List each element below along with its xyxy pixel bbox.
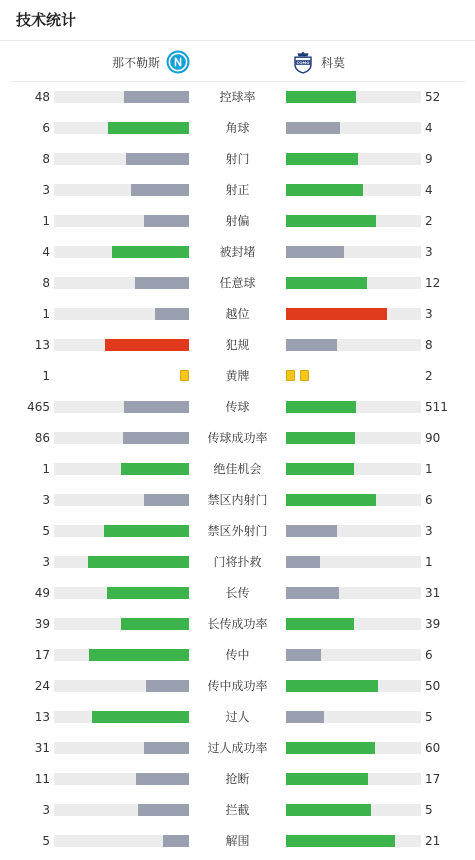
napoli-logo-icon xyxy=(166,50,190,74)
stat-row xyxy=(0,736,475,767)
away-bar-track xyxy=(286,153,421,165)
home-bar-fill xyxy=(163,835,189,847)
home-yellow-cards xyxy=(180,370,189,381)
home-bar-fill xyxy=(92,711,189,723)
away-bar-fill xyxy=(286,618,354,630)
home-bar-fill xyxy=(146,680,189,692)
away-value: 21 xyxy=(425,834,441,848)
home-bar-fill xyxy=(138,804,189,816)
stat-row xyxy=(0,85,475,116)
away-bar-track xyxy=(286,649,421,661)
away-value: 9 xyxy=(425,152,433,166)
away-bar-track xyxy=(286,618,421,630)
home-team[interactable] xyxy=(112,48,190,76)
away-value: 6 xyxy=(425,648,433,662)
stat-row xyxy=(0,147,475,178)
home-bar-track xyxy=(54,680,189,692)
home-value: 3 xyxy=(42,803,50,817)
stat-label: 射正 xyxy=(225,183,250,197)
home-value: 8 xyxy=(42,152,50,166)
away-bar-fill xyxy=(286,339,337,351)
away-bar-track xyxy=(286,215,421,227)
stat-label: 抢断 xyxy=(225,772,250,786)
home-bar-track xyxy=(54,649,189,661)
yellow-card-icon xyxy=(180,370,189,381)
home-bar-track xyxy=(54,91,189,103)
stat-label: 传中 xyxy=(225,648,250,662)
away-value: 3 xyxy=(425,524,433,538)
home-value: 48 xyxy=(34,90,50,104)
stat-label: 射门 xyxy=(225,152,250,166)
home-value: 11 xyxy=(34,772,50,786)
home-bar-track xyxy=(54,153,189,165)
home-value: 1 xyxy=(42,307,50,321)
home-value: 1 xyxy=(42,214,50,228)
home-bar-track xyxy=(54,804,189,816)
stat-row xyxy=(0,209,475,240)
away-value: 17 xyxy=(425,772,441,786)
away-bar-fill xyxy=(286,432,355,444)
home-value: 31 xyxy=(34,741,50,755)
home-bar-track xyxy=(54,711,189,723)
stat-row xyxy=(0,302,475,333)
stat-row xyxy=(0,240,475,271)
yellow-card-icon xyxy=(286,370,295,381)
home-value: 6 xyxy=(42,121,50,135)
home-value: 17 xyxy=(34,648,50,662)
home-bar-track xyxy=(54,308,189,320)
away-value: 50 xyxy=(425,679,441,693)
away-bar-fill xyxy=(286,525,337,537)
stat-row xyxy=(0,767,475,798)
away-bar-track xyxy=(286,463,421,475)
away-bar-fill xyxy=(286,742,375,754)
home-bar-fill xyxy=(124,401,189,413)
away-value: 3 xyxy=(425,307,433,321)
away-bar-fill xyxy=(286,804,371,816)
yellow-card-icon xyxy=(300,370,309,381)
away-value: 60 xyxy=(425,741,441,755)
home-bar-fill xyxy=(107,587,189,599)
stat-label: 传球成功率 xyxy=(207,431,268,445)
stat-row xyxy=(0,364,475,395)
away-bar-fill xyxy=(286,91,356,103)
away-bar-track xyxy=(286,91,421,103)
away-value: 6 xyxy=(425,493,433,507)
stat-label: 门将扑救 xyxy=(213,555,262,569)
away-bar-track xyxy=(286,401,421,413)
away-value: 3 xyxy=(425,245,433,259)
home-bar-fill xyxy=(144,215,189,227)
home-bar-fill xyxy=(135,277,189,289)
away-value: 1 xyxy=(425,555,433,569)
home-bar-fill xyxy=(89,649,189,661)
away-bar-fill xyxy=(286,463,354,475)
away-team[interactable] xyxy=(291,48,345,76)
stat-label: 角球 xyxy=(225,121,250,135)
stat-row xyxy=(0,798,475,829)
home-bar-track xyxy=(54,246,189,258)
home-bar-track xyxy=(54,556,189,568)
stat-row xyxy=(0,395,475,426)
home-bar-track xyxy=(54,742,189,754)
home-bar-track xyxy=(54,463,189,475)
stat-label: 被封堵 xyxy=(219,245,256,259)
stat-row xyxy=(0,178,475,209)
home-value: 4 xyxy=(42,245,50,259)
home-value: 39 xyxy=(34,617,50,631)
home-bar-fill xyxy=(112,246,189,258)
away-value: 5 xyxy=(425,710,433,724)
stat-label: 长传 xyxy=(225,586,250,600)
stat-row xyxy=(0,674,475,705)
away-value: 4 xyxy=(425,183,433,197)
home-bar-fill xyxy=(124,91,189,103)
stat-row xyxy=(0,550,475,581)
away-value: 2 xyxy=(425,369,433,383)
stat-label: 射偏 xyxy=(225,214,250,228)
home-bar-fill xyxy=(136,773,189,785)
home-bar-track xyxy=(54,122,189,134)
away-bar-fill xyxy=(286,587,339,599)
away-value: 39 xyxy=(425,617,441,631)
home-bar-track xyxy=(54,835,189,847)
home-bar-fill xyxy=(104,525,189,537)
home-bar-track xyxy=(54,277,189,289)
como-logo-text: COMO xyxy=(296,59,310,65)
stat-label: 绝佳机会 xyxy=(213,462,262,476)
home-value: 5 xyxy=(42,524,50,538)
home-bar-fill xyxy=(105,339,189,351)
stat-label: 解围 xyxy=(225,834,250,848)
away-bar-fill xyxy=(286,308,387,320)
home-value: 3 xyxy=(42,493,50,507)
title-divider xyxy=(0,40,475,41)
home-value: 13 xyxy=(34,710,50,724)
away-bar-fill xyxy=(286,246,344,258)
home-bar-fill xyxy=(144,494,189,506)
away-bar-fill xyxy=(286,649,321,661)
away-bar-fill xyxy=(286,277,367,289)
stat-row xyxy=(0,581,475,612)
away-bar-track xyxy=(286,122,421,134)
home-team-name: 那不勒斯 xyxy=(111,55,160,70)
stat-label: 任意球 xyxy=(219,276,256,290)
home-bar-fill xyxy=(121,618,189,630)
home-bar-fill xyxy=(144,742,189,754)
stat-row xyxy=(0,426,475,457)
stat-label: 犯规 xyxy=(225,338,250,352)
header-divider xyxy=(10,81,465,82)
away-value: 90 xyxy=(425,431,441,445)
team-header xyxy=(0,48,475,76)
away-bar-track xyxy=(286,246,421,258)
home-bar-fill xyxy=(108,122,189,134)
home-value: 49 xyxy=(34,586,50,600)
stat-row xyxy=(0,333,475,364)
stat-row xyxy=(0,829,475,860)
home-bar-track xyxy=(54,494,189,506)
away-value: 5 xyxy=(425,803,433,817)
stat-row xyxy=(0,705,475,736)
home-bar-track xyxy=(54,773,189,785)
home-bar-track xyxy=(54,432,189,444)
stat-label: 禁区外射门 xyxy=(207,524,268,538)
home-value: 465 xyxy=(27,400,50,414)
como-logo-icon xyxy=(291,50,315,74)
away-bar-track xyxy=(286,432,421,444)
home-bar-track xyxy=(54,618,189,630)
home-bar-fill xyxy=(121,463,189,475)
home-value: 86 xyxy=(34,431,50,445)
away-bar-track xyxy=(286,525,421,537)
away-bar-track xyxy=(286,773,421,785)
away-bar-track xyxy=(286,587,421,599)
home-value: 5 xyxy=(42,834,50,848)
stat-label: 长传成功率 xyxy=(207,617,268,631)
home-value: 1 xyxy=(42,369,50,383)
away-value: 52 xyxy=(425,90,441,104)
stat-label: 越位 xyxy=(225,307,250,321)
away-bar-track xyxy=(286,680,421,692)
away-bar-fill xyxy=(286,680,378,692)
away-bar-track xyxy=(286,184,421,196)
stat-row xyxy=(0,488,475,519)
home-bar-fill xyxy=(88,556,189,568)
stat-label: 控球率 xyxy=(219,90,256,104)
home-bar-fill xyxy=(155,308,189,320)
away-value: 31 xyxy=(425,586,441,600)
home-bar-fill xyxy=(131,184,189,196)
home-value: 8 xyxy=(42,276,50,290)
away-bar-fill xyxy=(286,122,340,134)
stat-row xyxy=(0,519,475,550)
home-bar-track xyxy=(54,184,189,196)
home-bar-fill xyxy=(126,153,189,165)
away-value: 1 xyxy=(425,462,433,476)
away-bar-fill xyxy=(286,494,376,506)
stat-label: 传球 xyxy=(225,400,250,414)
away-bar-fill xyxy=(286,556,320,568)
away-bar-fill xyxy=(286,184,363,196)
stat-label: 过人成功率 xyxy=(207,741,268,755)
home-bar-track xyxy=(54,525,189,537)
away-yellow-cards xyxy=(286,370,309,381)
home-value: 24 xyxy=(34,679,50,693)
home-value: 3 xyxy=(42,183,50,197)
home-bar-track xyxy=(54,587,189,599)
stat-label: 拦截 xyxy=(225,803,250,817)
away-bar-fill xyxy=(286,215,376,227)
home-value: 3 xyxy=(42,555,50,569)
away-bar-track xyxy=(286,711,421,723)
away-bar-fill xyxy=(286,711,324,723)
stat-row xyxy=(0,457,475,488)
stat-label: 禁区内射门 xyxy=(207,493,268,507)
away-value: 8 xyxy=(425,338,433,352)
home-bar-fill xyxy=(123,432,189,444)
stat-row xyxy=(0,116,475,147)
away-bar-track xyxy=(286,804,421,816)
away-bar-track xyxy=(286,742,421,754)
home-value: 13 xyxy=(34,338,50,352)
stats-list xyxy=(0,85,475,860)
away-team-name: 科莫 xyxy=(321,55,346,70)
away-bar-track xyxy=(286,835,421,847)
away-value: 2 xyxy=(425,214,433,228)
stat-row xyxy=(0,271,475,302)
home-bar-track xyxy=(54,339,189,351)
page-title: 技术统计 xyxy=(16,11,77,29)
stat-row xyxy=(0,643,475,674)
stat-label: 黄牌 xyxy=(225,369,250,383)
away-bar-track xyxy=(286,308,421,320)
home-bar-track xyxy=(54,215,189,227)
away-bar-track xyxy=(286,494,421,506)
away-bar-fill xyxy=(286,401,356,413)
away-bar-track xyxy=(286,277,421,289)
away-bar-fill xyxy=(286,835,395,847)
stat-label: 过人 xyxy=(225,710,250,724)
away-bar-track xyxy=(286,556,421,568)
away-value: 511 xyxy=(425,400,448,414)
away-value: 4 xyxy=(425,121,433,135)
away-bar-track xyxy=(286,339,421,351)
away-bar-fill xyxy=(286,773,368,785)
away-bar-fill xyxy=(286,153,358,165)
home-value: 1 xyxy=(42,462,50,476)
home-bar-track xyxy=(54,401,189,413)
away-value: 12 xyxy=(425,276,441,290)
stat-row xyxy=(0,612,475,643)
stat-label: 传中成功率 xyxy=(207,679,268,693)
